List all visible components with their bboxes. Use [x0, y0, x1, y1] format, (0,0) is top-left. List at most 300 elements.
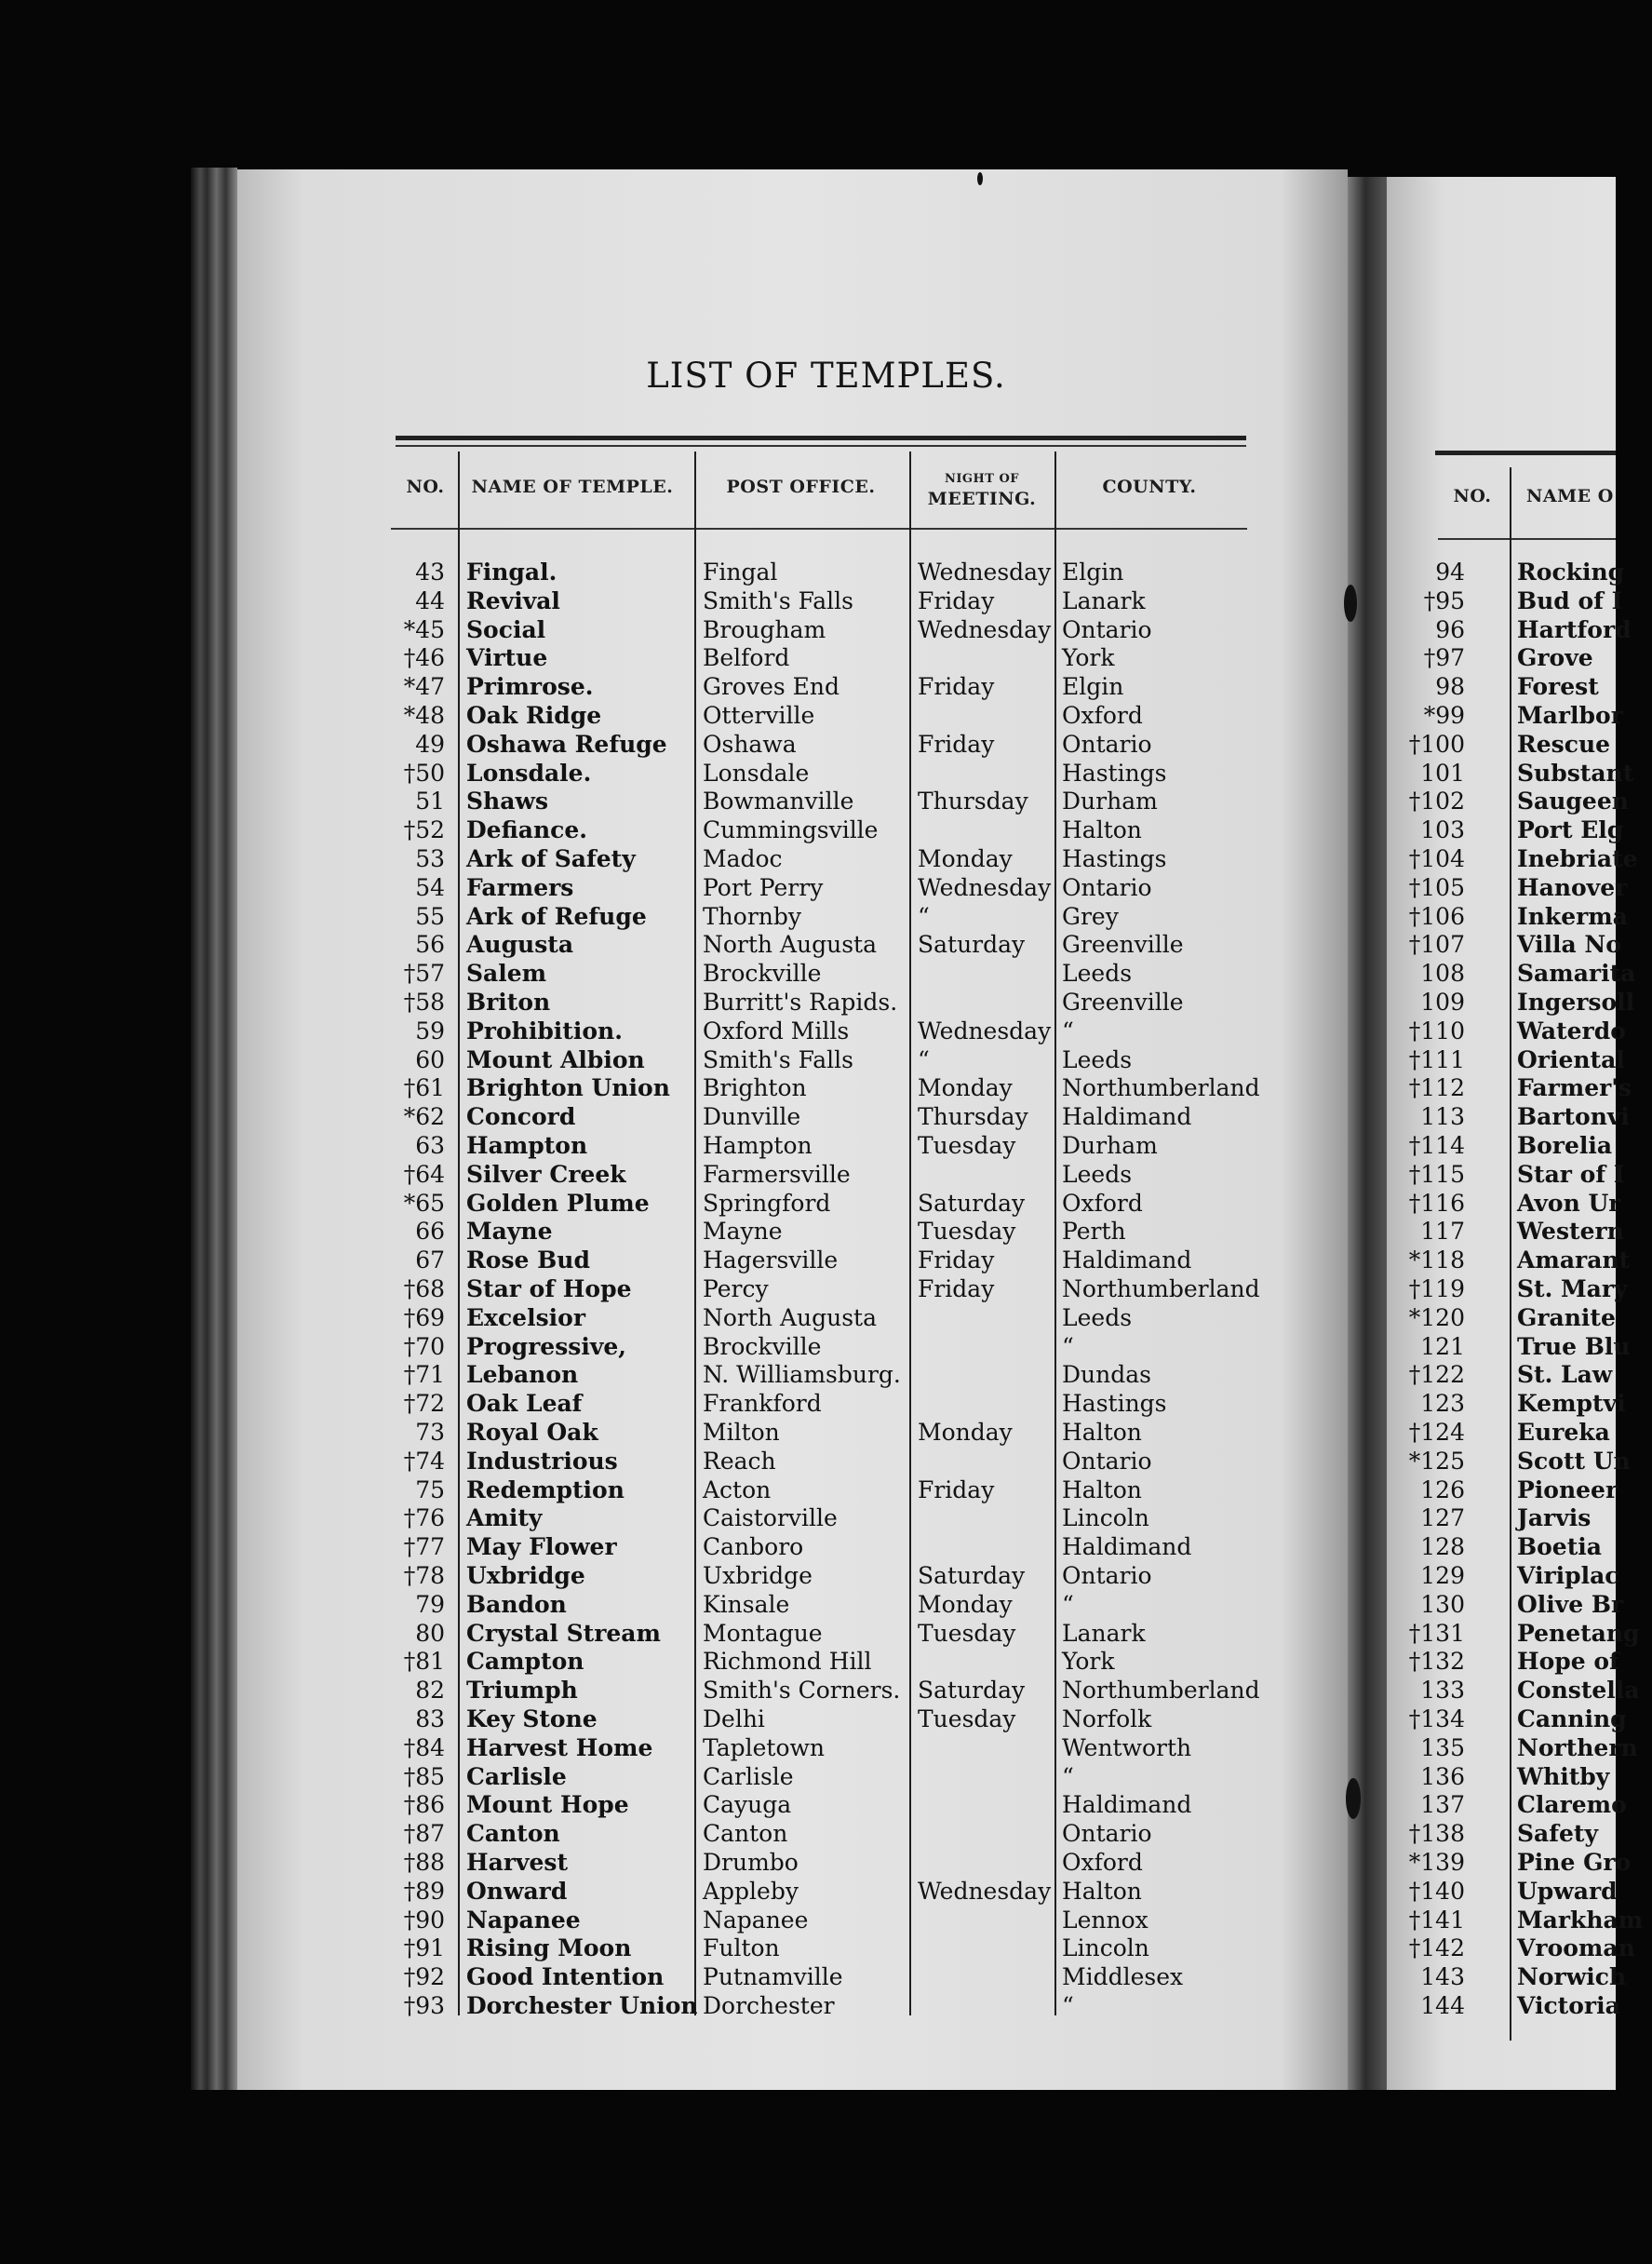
row-number: 83 — [415, 1705, 445, 1732]
county: Ontario — [1062, 615, 1152, 643]
facing-table-row — [1387, 673, 1616, 702]
post-office: Canton — [703, 1820, 788, 1848]
night-of-meeting: Tuesday — [918, 1619, 1016, 1647]
night-of-meeting: Tuesday — [918, 1132, 1016, 1159]
row-number: *125 — [1408, 1447, 1465, 1475]
facing-table-row — [1387, 845, 1638, 874]
row-number: †87 — [403, 1820, 445, 1848]
county: Northumberland — [1062, 1275, 1260, 1302]
temple-name: Crystal Stream — [466, 1619, 661, 1647]
temple-name: Silver Creek — [466, 1160, 626, 1188]
post-office: Drumbo — [703, 1849, 799, 1876]
post-office: Oshawa — [703, 730, 797, 758]
temple-name: Good Intention — [466, 1963, 665, 1991]
county: Leeds — [1062, 1160, 1133, 1188]
facing-table-row — [1387, 1934, 1635, 1963]
county: Durham — [1062, 1132, 1158, 1159]
temple-name: Augusta — [466, 931, 574, 959]
row-number: †119 — [1408, 1275, 1465, 1302]
post-office: Uxbridge — [703, 1562, 813, 1589]
facing-table-row — [1387, 960, 1636, 989]
row-number: †68 — [403, 1275, 445, 1302]
row-number: †115 — [1408, 1160, 1465, 1188]
row-number: 127 — [1420, 1504, 1465, 1532]
post-office: Madoc — [703, 845, 783, 872]
page-title: LIST OF TEMPLES. — [646, 356, 1006, 396]
table-row — [0, 874, 1348, 903]
temple-name: Napanee — [466, 1906, 581, 1934]
row-number: †74 — [403, 1447, 445, 1475]
temple-name: Whitby — [1517, 1762, 1610, 1790]
header-top-rule-thin — [396, 445, 1246, 447]
county: Haldimand — [1062, 1791, 1192, 1819]
post-office: Cummingsville — [703, 816, 879, 844]
temple-name: Scott Un — [1517, 1447, 1631, 1475]
county: Hastings — [1062, 845, 1167, 872]
table-row — [0, 1504, 1348, 1533]
row-number: †90 — [403, 1906, 445, 1934]
table-row — [0, 702, 1348, 731]
row-number: 43 — [415, 559, 445, 586]
county: Halton — [1062, 1419, 1142, 1446]
temple-name: St. Mary — [1517, 1275, 1628, 1302]
row-number: †106 — [1408, 902, 1465, 930]
table-row — [0, 1849, 1348, 1878]
table-row — [0, 1934, 1348, 1963]
county: Haldimand — [1062, 1533, 1192, 1561]
temple-name: Social — [466, 615, 546, 643]
facing-table-row — [1387, 1103, 1630, 1132]
county: Lincoln — [1062, 1504, 1149, 1532]
temple-name: Marlbor — [1517, 702, 1623, 729]
county: Lanark — [1062, 1619, 1146, 1647]
facing-table-row — [1387, 1045, 1625, 1075]
table-row — [0, 989, 1348, 1017]
header-no: NO. — [406, 477, 445, 497]
county: Haldimand — [1062, 1103, 1192, 1131]
facing-table-row — [1387, 1849, 1632, 1878]
table-row — [0, 673, 1348, 702]
post-office: Smith's Falls — [703, 586, 853, 614]
temple-name: Mount Hope — [466, 1791, 629, 1819]
table-row — [0, 1218, 1348, 1247]
temple-name: Farmer's — [1517, 1074, 1632, 1102]
table-row — [0, 816, 1348, 845]
row-number: 143 — [1420, 1963, 1465, 1991]
row-number: 103 — [1420, 816, 1465, 844]
table-row — [0, 1448, 1348, 1476]
facing-table-row — [1387, 1074, 1632, 1103]
night-of-meeting: Saturday — [918, 1189, 1026, 1217]
post-office: Belford — [703, 644, 790, 672]
night-of-meeting: Thursday — [918, 1103, 1028, 1131]
table-row — [0, 960, 1348, 989]
row-number: 123 — [1420, 1390, 1465, 1418]
facing-table-row — [1387, 1447, 1631, 1476]
facing-table-row — [1387, 1705, 1627, 1734]
row-number: †93 — [403, 1992, 445, 2019]
temple-name: Onward — [466, 1877, 568, 1905]
temple-name: Jarvis — [1517, 1504, 1592, 1532]
facing-table-row — [1387, 931, 1621, 960]
night-of-meeting: Saturday — [918, 1562, 1026, 1589]
post-office: Smith's Corners. — [703, 1677, 901, 1705]
county: Leeds — [1062, 960, 1133, 988]
night-of-meeting: Monday — [918, 845, 1013, 872]
header-bottom-rule — [391, 528, 1247, 530]
night-of-meeting: Wednesday — [918, 559, 1052, 586]
facing-table-row — [1387, 1132, 1616, 1161]
row-number: †102 — [1408, 788, 1465, 815]
temple-name: Victoria — [1517, 1992, 1620, 2019]
row-number: 101 — [1420, 759, 1465, 787]
table-row — [0, 1963, 1348, 1992]
post-office: Brockville — [703, 1332, 822, 1360]
temple-name: Constella — [1517, 1677, 1640, 1705]
facing-table-row — [1387, 1590, 1624, 1620]
temple-name: Defiance. — [466, 816, 587, 844]
table-row — [0, 1791, 1348, 1820]
row-number: †76 — [403, 1504, 445, 1532]
county: Hastings — [1062, 1390, 1167, 1418]
temple-name: Inkerma — [1517, 902, 1628, 930]
temple-name: Oak Ridge — [466, 702, 602, 729]
temple-name: Oak Leaf — [466, 1390, 583, 1418]
post-office: Fulton — [703, 1934, 780, 1962]
temple-name: Substant — [1517, 759, 1634, 787]
county: Greenville — [1062, 989, 1184, 1016]
temple-name: Waterdo — [1517, 1017, 1626, 1044]
row-number: *62 — [403, 1103, 445, 1131]
temple-name: Briton — [466, 989, 551, 1016]
row-number: †105 — [1408, 873, 1465, 901]
table-row — [0, 1161, 1348, 1190]
table-row — [0, 1476, 1348, 1505]
night-of-meeting: Saturday — [918, 931, 1026, 959]
row-number: †86 — [403, 1791, 445, 1819]
temple-name: Western — [1517, 1218, 1624, 1246]
post-office: Hampton — [703, 1132, 813, 1159]
row-number: 60 — [415, 1045, 445, 1073]
facing-table-row — [1387, 1963, 1627, 1992]
temple-name: Canning — [1517, 1705, 1627, 1732]
temple-name: Upward — [1517, 1877, 1618, 1905]
row-number: 56 — [415, 931, 445, 959]
table-row — [0, 1763, 1348, 1792]
row-number: *139 — [1408, 1849, 1465, 1876]
post-office: Appleby — [703, 1877, 799, 1905]
facing-header-name: NAME O — [1526, 486, 1614, 506]
temple-name: Viriplac — [1517, 1562, 1619, 1589]
row-number: 54 — [415, 873, 445, 901]
facing-table-row — [1387, 1763, 1616, 1792]
table-row — [0, 931, 1348, 960]
row-number: †77 — [403, 1533, 445, 1561]
post-office: Reach — [703, 1447, 776, 1475]
temple-name: Hartford — [1517, 615, 1632, 643]
post-office: Port Perry — [703, 873, 824, 901]
post-office: Thornby — [703, 902, 802, 930]
facing-table-row — [1387, 1017, 1626, 1046]
row-number: 117 — [1420, 1218, 1465, 1246]
table-row — [0, 644, 1348, 673]
row-number: †111 — [1408, 1045, 1465, 1073]
ink-spot — [1346, 1778, 1361, 1819]
county: Ontario — [1062, 1447, 1152, 1475]
county: Ontario — [1062, 1820, 1152, 1848]
temple-name: Key Stone — [466, 1705, 598, 1732]
post-office: Cayuga — [703, 1791, 792, 1819]
facing-table-row — [1387, 1906, 1644, 1935]
post-office: Smith's Falls — [703, 1045, 853, 1073]
ink-spot — [1344, 585, 1357, 622]
temple-name: Royal Oak — [466, 1419, 598, 1446]
row-number: 128 — [1420, 1533, 1465, 1561]
table-row — [0, 1190, 1348, 1219]
temple-name: Hampton — [466, 1132, 588, 1159]
facing-table-row — [1387, 1247, 1631, 1275]
row-number: †69 — [403, 1303, 445, 1331]
facing-table-row — [1387, 1390, 1626, 1419]
night-of-meeting: Tuesday — [918, 1705, 1016, 1732]
row-number: †89 — [403, 1877, 445, 1905]
night-of-meeting: “ — [918, 902, 930, 930]
facing-table-row — [1387, 1361, 1616, 1390]
temple-name: May Flower — [466, 1533, 617, 1561]
post-office: Hagersville — [703, 1247, 839, 1274]
night-of-meeting: Saturday — [918, 1677, 1026, 1705]
row-number: 136 — [1420, 1762, 1465, 1790]
row-number: †78 — [403, 1562, 445, 1589]
facing-table-row — [1387, 1562, 1619, 1591]
post-office: Acton — [703, 1476, 772, 1503]
night-of-meeting: Friday — [918, 1275, 995, 1302]
post-office: Lonsdale — [703, 759, 810, 787]
table-row — [0, 1275, 1348, 1304]
row-number: *45 — [403, 615, 445, 643]
temple-name: Revival — [466, 586, 560, 614]
row-number: 129 — [1420, 1562, 1465, 1589]
row-number: 108 — [1420, 960, 1465, 988]
header-name: NAME OF TEMPLE. — [471, 477, 674, 497]
temple-name: Grove — [1517, 644, 1593, 672]
table-row — [0, 1419, 1348, 1448]
temple-name: Virtue — [466, 644, 548, 672]
row-number: 82 — [415, 1677, 445, 1705]
post-office: Caistorville — [703, 1504, 838, 1532]
table-row — [0, 1247, 1348, 1275]
county: York — [1062, 1648, 1115, 1676]
facing-table-row — [1387, 1878, 1616, 1907]
table-row — [0, 1820, 1348, 1849]
table-row — [0, 1562, 1348, 1591]
night-of-meeting: Wednesday — [918, 873, 1052, 901]
temple-name: Claremo — [1517, 1791, 1627, 1819]
row-number: †84 — [403, 1733, 445, 1761]
post-office: Carlisle — [703, 1762, 794, 1790]
temple-name: Safety — [1517, 1820, 1598, 1848]
temple-name: Concord — [466, 1103, 576, 1131]
post-office: Brighton — [703, 1074, 807, 1102]
post-office: Brockville — [703, 960, 822, 988]
post-office: North Augusta — [703, 1303, 878, 1331]
county: Haldimand — [1062, 1247, 1192, 1274]
post-office: Otterville — [703, 702, 815, 729]
county: Middlesex — [1062, 1963, 1184, 1991]
row-number: 98 — [1435, 673, 1465, 701]
row-number: 73 — [415, 1419, 445, 1446]
night-of-meeting: Monday — [918, 1590, 1013, 1618]
row-number: †132 — [1408, 1648, 1465, 1676]
row-number: †100 — [1408, 730, 1465, 758]
facing-table-row — [1387, 1504, 1616, 1533]
county: Leeds — [1062, 1045, 1133, 1073]
night-of-meeting: Friday — [918, 673, 995, 701]
facing-header-no: NO. — [1453, 486, 1492, 506]
post-office: Dorchester — [703, 1992, 835, 2019]
row-number: †131 — [1408, 1619, 1465, 1647]
row-number: 67 — [415, 1247, 445, 1274]
temple-name: Penetang — [1517, 1619, 1640, 1647]
row-number: 133 — [1420, 1677, 1465, 1705]
post-office: Bowmanville — [703, 788, 854, 815]
row-number: †71 — [403, 1361, 445, 1389]
temple-name: Fingal. — [466, 559, 557, 586]
row-number: †81 — [403, 1648, 445, 1676]
facing-table-row — [1387, 1189, 1621, 1219]
row-number: †110 — [1408, 1017, 1465, 1044]
facing-table-row — [1387, 1218, 1624, 1247]
county: “ — [1062, 1332, 1074, 1360]
row-number: †142 — [1408, 1934, 1465, 1962]
row-number: †112 — [1408, 1074, 1465, 1102]
temple-name: Dorchester Union — [466, 1992, 698, 2019]
night-of-meeting: Monday — [918, 1419, 1013, 1446]
row-number: 113 — [1420, 1103, 1465, 1131]
night-of-meeting: Wednesday — [918, 615, 1052, 643]
temple-name: Star of I — [1517, 1160, 1625, 1188]
county: Ontario — [1062, 1562, 1152, 1589]
row-number: †46 — [403, 644, 445, 672]
facing-table-row — [1387, 1160, 1625, 1190]
row-number: 80 — [415, 1619, 445, 1647]
temple-name: Industrious — [466, 1447, 618, 1475]
temple-name: Harvest Home — [466, 1733, 653, 1761]
table-row — [0, 1677, 1348, 1705]
temple-name: Samarita — [1517, 960, 1636, 988]
temple-name: Rose Bud — [466, 1247, 590, 1274]
row-number: *99 — [1423, 702, 1465, 729]
table-row — [0, 1620, 1348, 1649]
county: Lennox — [1062, 1906, 1148, 1934]
row-number: †88 — [403, 1849, 445, 1876]
county: Durham — [1062, 788, 1158, 815]
facing-table-row — [1387, 1677, 1640, 1705]
night-of-meeting: Friday — [918, 1247, 995, 1274]
table-row — [0, 1591, 1348, 1620]
post-office: Putnamville — [703, 1963, 843, 1991]
row-number: *118 — [1408, 1247, 1465, 1274]
row-number: 66 — [415, 1218, 445, 1246]
post-office: Montague — [703, 1619, 823, 1647]
facing-table-row — [1387, 1992, 1620, 2021]
row-number: 49 — [415, 730, 445, 758]
post-office: North Augusta — [703, 931, 878, 959]
temple-name: Ark of Refuge — [466, 902, 647, 930]
facing-table-row — [1387, 731, 1616, 760]
county: Halton — [1062, 1877, 1142, 1905]
facing-table-row — [1387, 1304, 1616, 1333]
facing-table-row — [1387, 1648, 1619, 1677]
row-number: †141 — [1408, 1906, 1465, 1934]
temple-name: St. Law — [1517, 1361, 1613, 1389]
header-night-1: NIGHT OF — [944, 472, 1020, 486]
row-number: †92 — [403, 1963, 445, 1991]
temple-name: Redemption — [466, 1476, 625, 1503]
row-number: 63 — [415, 1132, 445, 1159]
night-of-meeting: Wednesday — [918, 1017, 1052, 1044]
county: Elgin — [1062, 673, 1124, 701]
temple-name: Eureka — [1517, 1419, 1610, 1446]
facing-table-row — [1387, 816, 1624, 845]
row-number: 59 — [415, 1017, 445, 1044]
facing-table-row — [1387, 1476, 1616, 1505]
row-number: 109 — [1420, 989, 1465, 1016]
table-row — [0, 1533, 1348, 1562]
temple-name: Lebanon — [466, 1361, 579, 1389]
row-number: 144 — [1420, 1992, 1465, 2019]
temple-name: Rescue — [1517, 730, 1611, 758]
table-row — [0, 1992, 1348, 2021]
post-office: Tapletown — [703, 1733, 826, 1761]
temple-name: Rocking — [1517, 559, 1625, 586]
post-office: Burritt's Rapids. — [703, 989, 898, 1016]
facing-table-row — [1387, 902, 1628, 932]
row-number: 135 — [1420, 1733, 1465, 1761]
facing-table-row — [1387, 1533, 1616, 1562]
header-post-office: POST OFFICE. — [726, 477, 876, 497]
row-number: *65 — [403, 1189, 445, 1217]
county: Oxford — [1062, 1189, 1143, 1217]
county: Wentworth — [1062, 1733, 1192, 1761]
facing-table-row — [1387, 873, 1628, 903]
temple-name: Excelsior — [466, 1303, 586, 1331]
row-number: †57 — [403, 960, 445, 988]
temple-name: Harvest — [466, 1849, 569, 1876]
county: Leeds — [1062, 1303, 1133, 1331]
row-number: 53 — [415, 845, 445, 872]
row-number: †52 — [403, 816, 445, 844]
temple-name: Rising Moon — [466, 1934, 632, 1962]
temple-name: True Blu — [1517, 1332, 1631, 1360]
table-row — [0, 1907, 1348, 1935]
facing-table-row — [1387, 759, 1634, 788]
facing-table-row — [1387, 702, 1623, 731]
table-row — [0, 1304, 1348, 1333]
county: Northumberland — [1062, 1677, 1260, 1705]
row-number: 44 — [415, 586, 445, 614]
post-office: Oxford Mills — [703, 1017, 850, 1044]
temple-name: Vrooman — [1517, 1934, 1635, 1962]
row-number: 121 — [1420, 1332, 1465, 1360]
temple-name: Boetia — [1517, 1533, 1602, 1561]
temple-name: Salem — [466, 960, 547, 988]
night-of-meeting: Friday — [918, 1476, 995, 1503]
night-of-meeting: Friday — [918, 730, 995, 758]
table-row — [0, 559, 1348, 587]
night-of-meeting: Thursday — [918, 788, 1028, 815]
county: Northumberland — [1062, 1074, 1260, 1102]
